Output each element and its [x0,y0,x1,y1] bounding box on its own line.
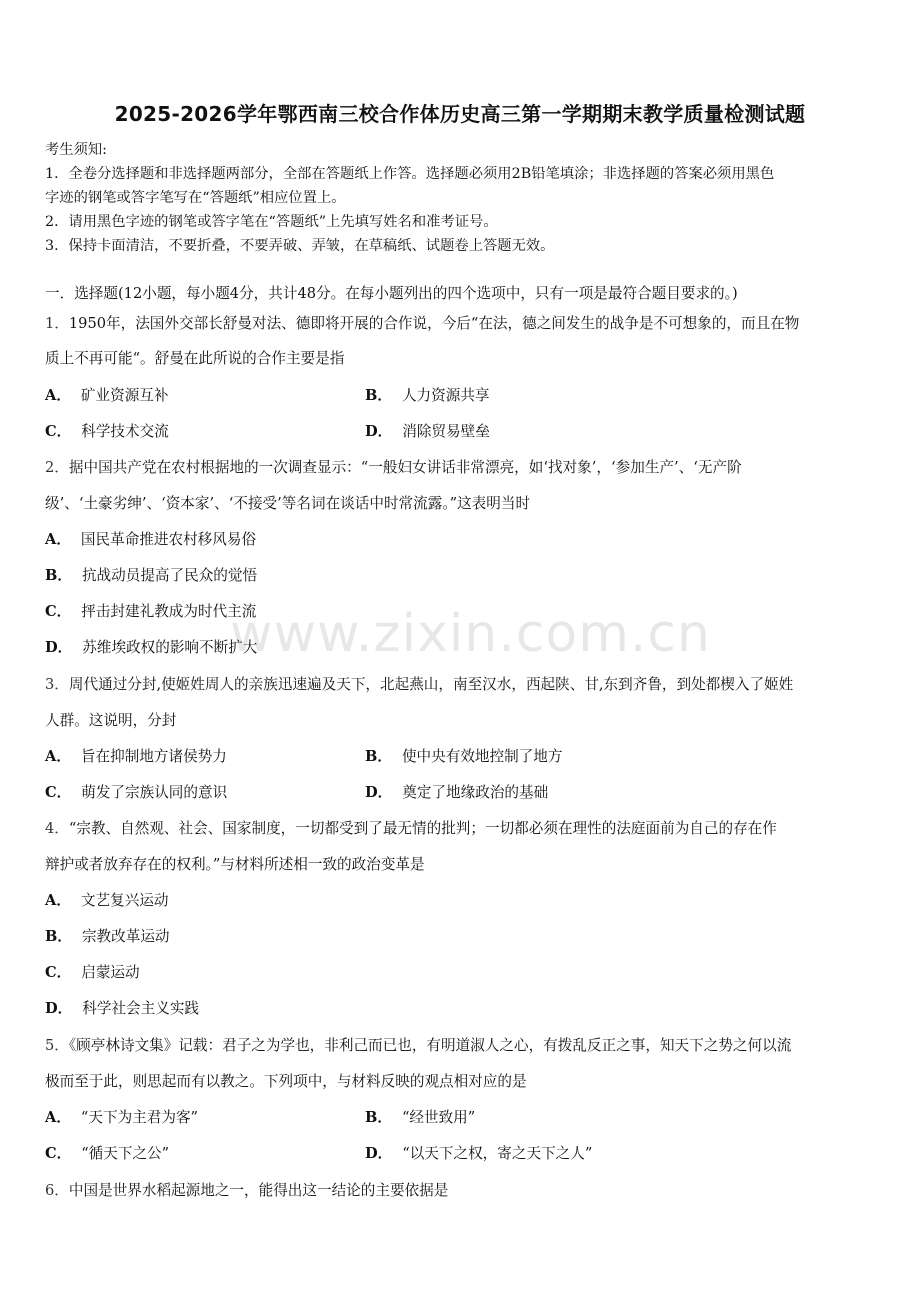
option-label: A． [45,1109,71,1126]
question-2-line [45,457,877,479]
question-4-line: 辩护或者放弃存在的权利。”与材料所述相一致的政治变革是 [45,856,425,873]
option-label: D． [45,639,73,656]
option-text: 宗教改革运动 [81,928,170,945]
option-c[interactable] [45,1143,355,1165]
option-text: 文艺复兴运动 [80,892,169,909]
option-text: 人力资源共享 [401,387,490,404]
option-text: 启蒙运动 [81,964,140,981]
question-1-line: 质上不再可能“。舒曼在此所说的合作主要是指 [45,350,345,367]
option-text: “天下为主君为客” [80,1109,199,1126]
notice-heading: 考生须知: [45,142,108,158]
option-d[interactable] [365,782,875,804]
watermark-text: www.zixin.com.cn [230,604,711,664]
option-label: C． [45,964,72,981]
question-text: “宗教、自然观、社会、国家制度，一切都受到了最无情的批判；一切都必须在理性的法庭面前为自己的存在作 [68,820,777,837]
notice-item: 2．请用黑色字迹的钢笔或答字笔在“答题纸”上先填写姓名和准考证号。 [45,214,498,230]
question-number: 2． [45,459,69,476]
option-label: D． [365,423,393,440]
option-d[interactable] [45,998,355,1020]
question-6-line [45,1180,877,1202]
option-text: 抗战动员提高了民众的觉悟 [81,567,258,584]
option-d[interactable] [45,637,355,659]
option-text: 苏维埃政权的影响不断扩大 [82,639,258,656]
option-d[interactable] [365,421,875,443]
option-text: 抨击封建礼教成为时代主流 [81,603,257,620]
option-label: C． [45,423,72,440]
question-3-line [45,674,877,696]
notice-item: 字迹的钢笔或答字笔写在“答题纸”相应位置上。 [45,190,346,206]
option-label: B． [365,1109,392,1126]
option-c[interactable] [45,601,355,623]
option-label: A． [45,892,71,909]
option-label: C． [45,603,72,620]
option-text: 科学社会主义实践 [82,1000,200,1017]
option-text: 国民革命推进农村移风易俗 [80,531,257,548]
option-a[interactable] [45,529,355,551]
option-label: B． [365,748,392,765]
option-label: A． [45,748,71,765]
option-label: B． [365,387,392,404]
option-label: B． [45,567,72,584]
section-header: 一．选择题(12小题，每小题4分，共计48分。在每小题列出的四个选项中，只有一项是最符合题目要求的。) [45,285,738,302]
question-1-line [45,313,877,335]
notice-item: 3．保持卡面清洁，不要折叠，不要弄破、弄皱，在草稿纸、试题卷上答题无效。 [45,238,555,254]
option-a[interactable] [45,890,355,912]
option-b[interactable] [365,385,875,407]
question-number: 1． [45,315,69,332]
option-label: D． [365,784,393,801]
option-label: C． [45,1145,72,1162]
option-a[interactable] [45,746,355,768]
option-a[interactable] [45,385,355,407]
option-text: “以天下之权，寄之天下之人” [402,1145,593,1162]
question-text: 周代通过分封,使姬姓周人的亲族迅速遍及天下，北起燕山，南至汉水，西起陕、甘,东到齐鲁，到处都楔入了姬姓 [68,676,794,693]
option-label: B． [45,928,72,945]
option-c[interactable] [45,782,355,804]
notice-item: 1．全卷分选择题和非选择题两部分，全部在答题纸上作答。选择题必须用2B铅笔填涂；非选择题的答案必须用黑色 [45,166,775,182]
question-text: 据中国共产党在农村根据地的一次调查显示：“一般妇女讲话非常漂亮，如‘找对象’，‘参加生产’、‘无产阶 [68,459,742,476]
question-2-line: 级’、‘土豪劣绅’、‘资本家’、‘不接受’等名词在谈话中时常流露。”这表明当时 [45,495,531,512]
option-b[interactable] [365,746,875,768]
option-text: “经世致用” [401,1109,476,1126]
option-text: 奠定了地缘政治的基础 [402,784,549,801]
question-text: 《顾亭林诗文集》记载：君子之为学也，非利己而已也，有明道淑人之心，有拨乱反正之事，知天下之势之何以流 [68,1037,792,1054]
option-label: A． [45,387,71,404]
question-text: 中国是世界水稻起源地之一，能得出这一结论的主要依据是 [68,1182,449,1199]
option-text: 消除贸易壁垒 [402,423,490,440]
question-5-line [45,1035,877,1057]
option-a[interactable] [45,1107,355,1129]
option-c[interactable] [45,962,355,984]
option-d[interactable] [365,1143,875,1165]
question-3-line: 人群。这说明，分封 [45,712,177,729]
option-c[interactable] [45,421,355,443]
option-text: 萌发了宗族认同的意识 [81,784,228,801]
option-b[interactable] [365,1107,875,1129]
question-number: 3． [45,676,69,693]
option-b[interactable] [45,926,355,948]
option-text: “循天下之公” [81,1145,170,1162]
question-text: 1950年，法国外交部长舒曼对法、德即将开展的合作说，今后“在法，德之间发生的战争是不可想象的，而且在物 [68,315,800,332]
option-label: D． [45,1000,73,1017]
question-5-line: 极而至于此，则思起而有以教之。下列项中，与材料反映的观点相对应的是 [45,1073,527,1090]
option-b[interactable] [45,565,355,587]
option-text: 矿业资源互补 [80,387,169,404]
option-label: A． [45,531,71,548]
question-number: 6． [45,1182,69,1199]
question-4-line [45,818,877,840]
question-number: 4． [45,820,69,837]
option-label: C． [45,784,72,801]
question-number: 5． [45,1037,69,1054]
option-text: 科学技术交流 [81,423,169,440]
option-text: 使中央有效地控制了地方 [401,748,563,765]
page-title: 2025-2026学年鄂西南三校合作体历史高三第一学期期末教学质量检测试题 [114,102,806,126]
option-label: D． [365,1145,393,1162]
option-text: 旨在抑制地方诸侯势力 [80,748,227,765]
